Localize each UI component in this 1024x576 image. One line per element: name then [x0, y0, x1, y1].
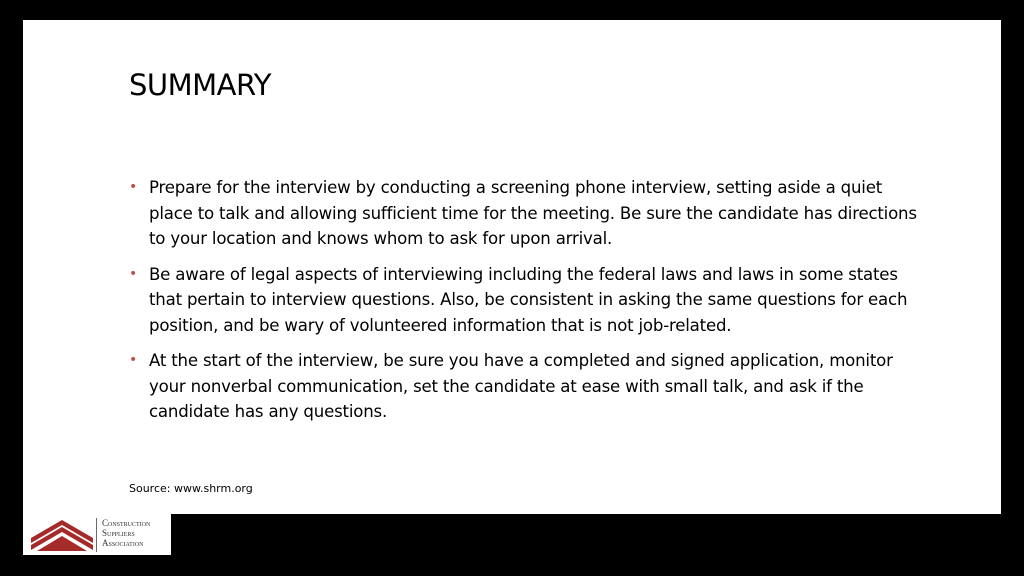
association-logo	[23, 514, 171, 555]
source-citation: Source: www.shrm.org	[129, 482, 253, 495]
logo-line-3: Association	[102, 538, 144, 548]
bullet-list	[129, 175, 929, 435]
bullet-text: Be aware of legal aspects of interviewing including the federal laws and laws in some states that pertain to interview questions. Also, be consistent in asking the same questions for each position, and be wary of volunteered information that is not job-related.	[149, 264, 908, 335]
bullet-text: Prepare for the interview by conducting a screening phone interview, setting aside a quiet place to talk and allowing sufficient time for the meeting. Be sure the candidate has directions to your location and knows whom to ask for upon arrival.	[149, 178, 917, 248]
logo-wordmark	[102, 518, 150, 548]
slide	[23, 20, 1001, 555]
bullet-text: At the start of the interview, be sure you have a completed and signed application, monitor your nonverbal communication, set the candidate at ease with small talk, and ask if the candidate has any questions.	[149, 351, 893, 421]
bullet-item	[129, 262, 929, 339]
bullet-item	[129, 175, 929, 252]
bullet-item	[129, 348, 929, 425]
logo-line-1: Construction	[102, 518, 151, 528]
bullet-dot-icon: •	[129, 352, 138, 368]
roof-logo-icon	[31, 516, 93, 553]
logo-line-2: Suppliers	[102, 528, 135, 538]
bullet-dot-icon: •	[129, 179, 138, 195]
slide-title: SUMMARY	[129, 68, 272, 102]
logo-divider	[96, 518, 97, 552]
bullet-dot-icon: •	[129, 265, 138, 282]
